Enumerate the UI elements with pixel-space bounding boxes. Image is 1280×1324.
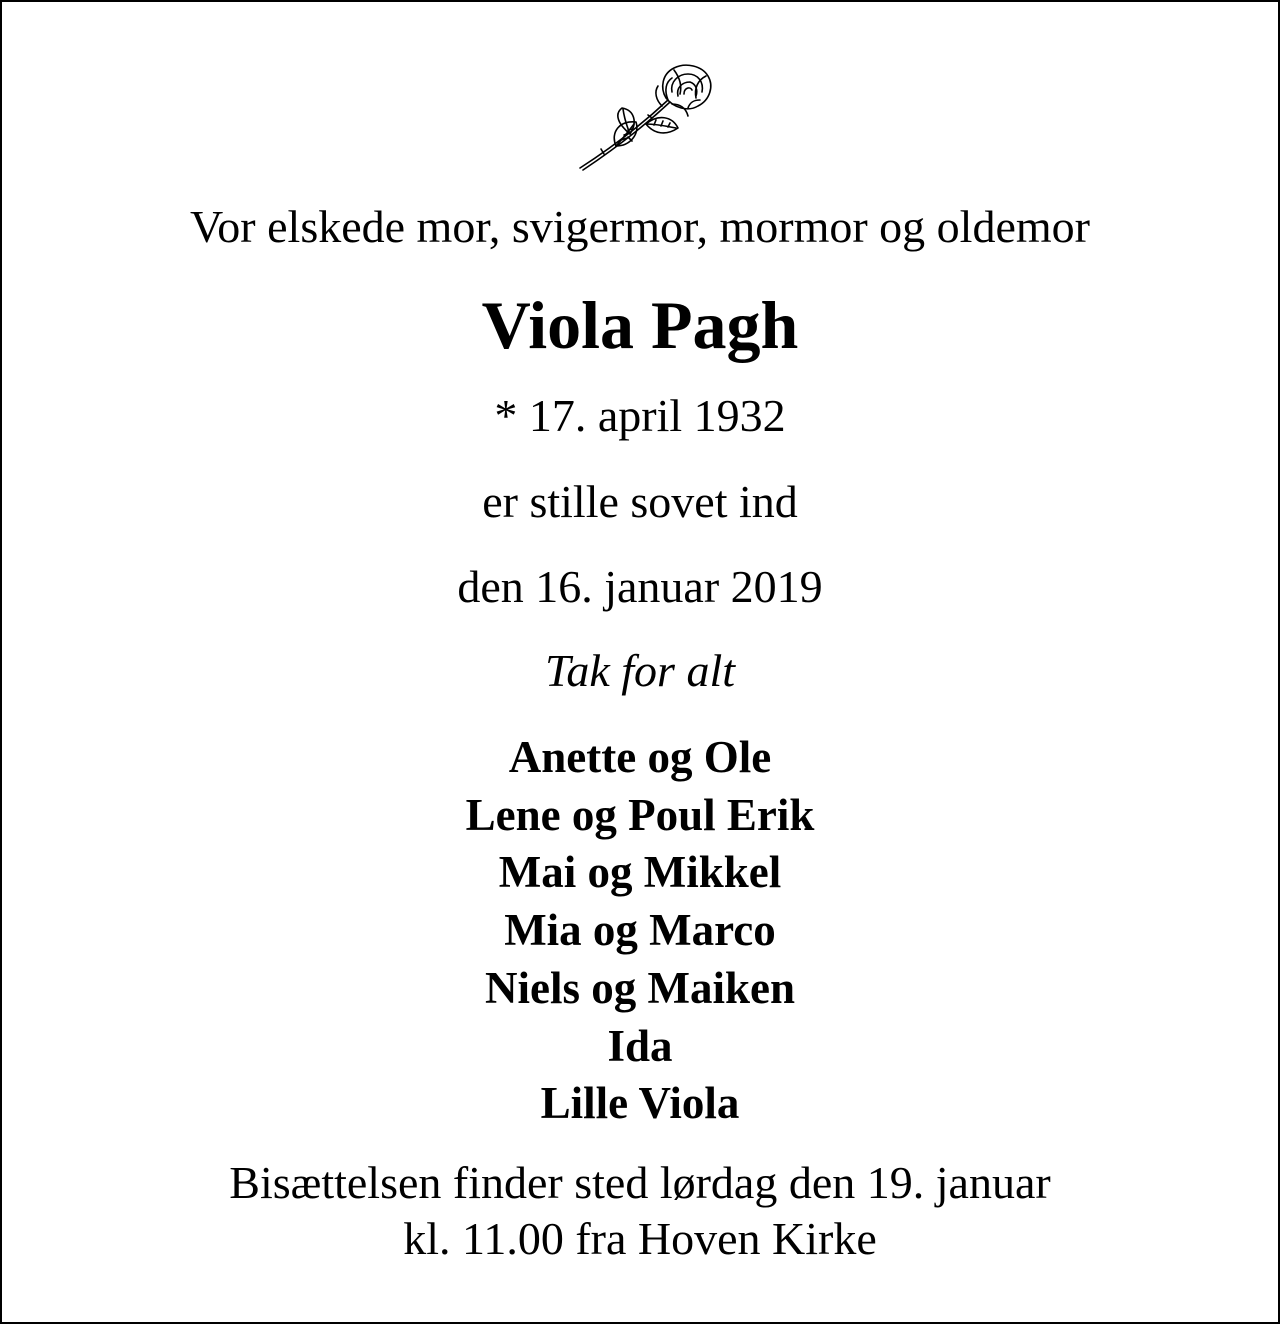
funeral-line: kl. 11.00 fra Hoven Kirke: [403, 1213, 877, 1264]
signers-list: [2, 729, 1278, 1133]
signer-name: Anette og Ole: [508, 732, 772, 782]
signer-name: Lene og Poul Erik: [465, 789, 815, 840]
deceased-name: Viola Pagh: [481, 287, 799, 363]
thanks-text: Tak for alt: [544, 645, 736, 696]
signer-name: Mia og Marco: [504, 905, 776, 956]
passed-away-text: er stille sovet ind: [482, 476, 798, 527]
signer-name: Ida: [607, 1020, 673, 1071]
signer-name: Mai og Mikkel: [498, 847, 782, 898]
intro-text: Vor elskede mor, svigermor, mormor og oldemor: [190, 201, 1090, 252]
funeral-info: [2, 1155, 1278, 1267]
funeral-line: Bisættelsen finder sted lørdag den 19. januar: [229, 1157, 1051, 1208]
signer-name: Niels og Maiken: [485, 962, 795, 1013]
birth-date: * 17. april 1932: [494, 390, 786, 441]
signer-name: Lille Viola: [540, 1078, 740, 1129]
death-date: den 16. januar 2019: [457, 561, 823, 612]
rose-icon: [568, 62, 718, 174]
